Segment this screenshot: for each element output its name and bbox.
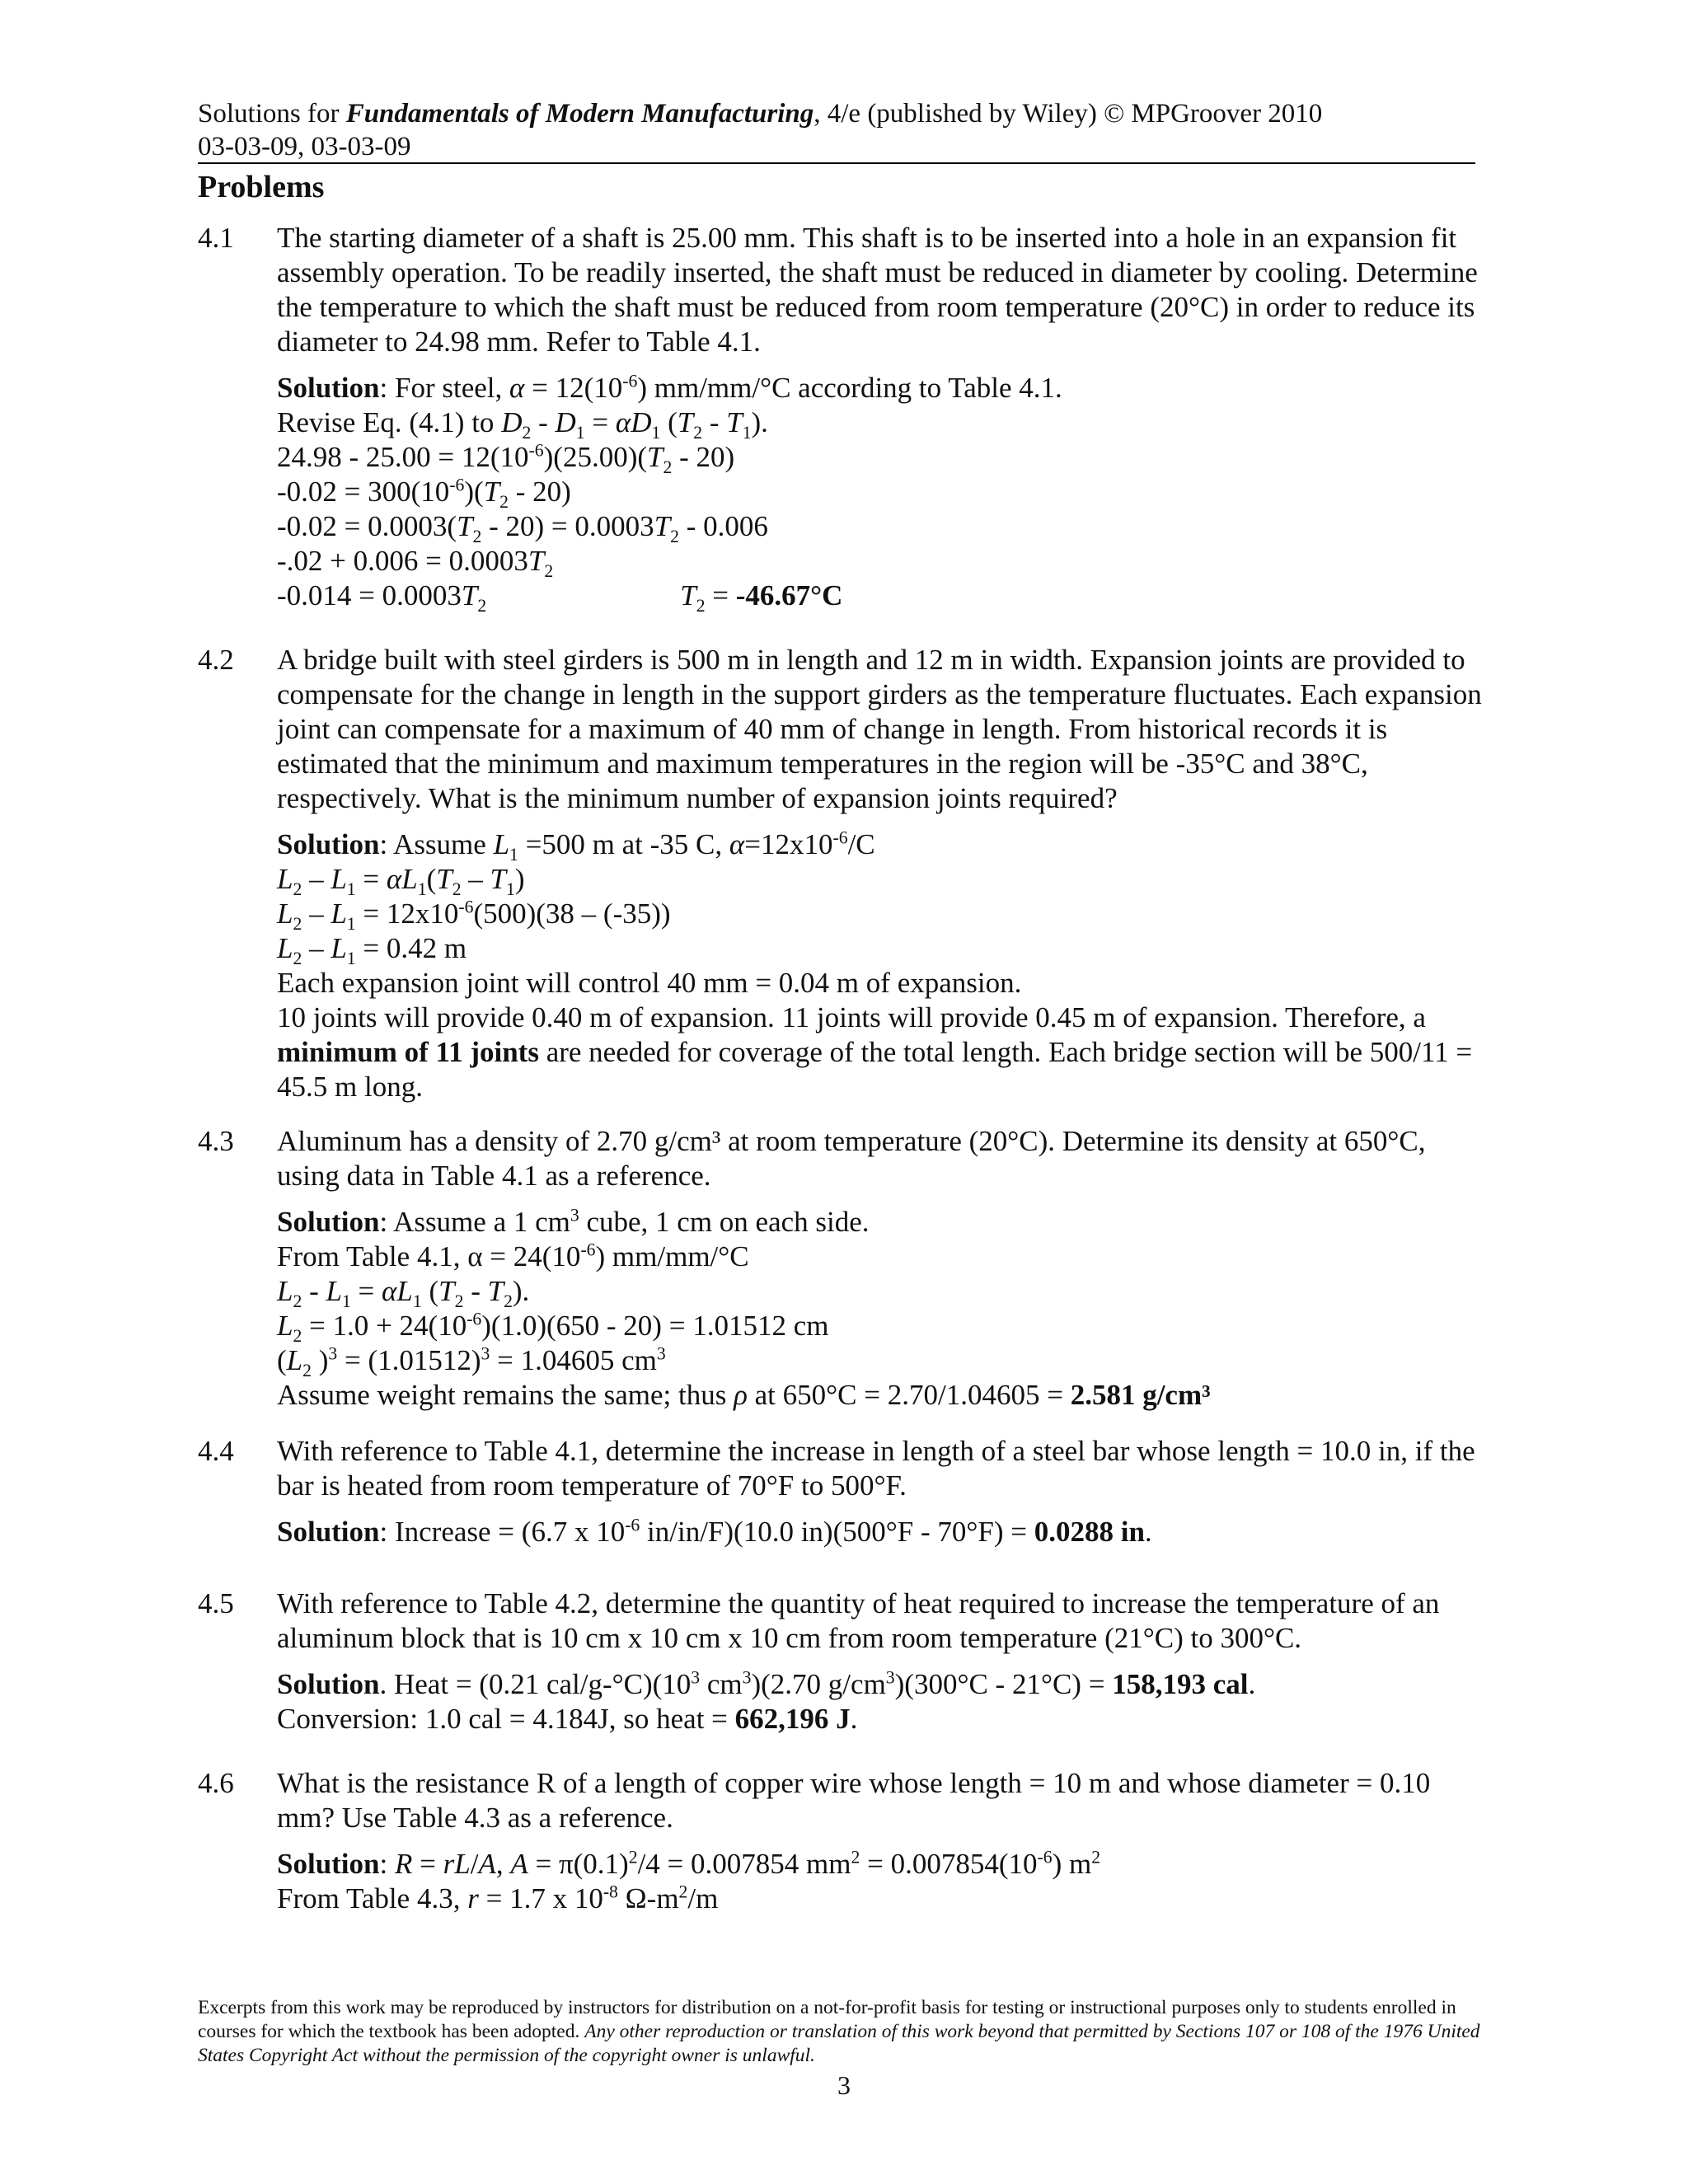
solution-block: Solution: Assume a 1 $cm^3$ cube, 1 cm on each side. From Table 4.1, $\alpha = 24(10^{-6})$ mm/mm/°C $L_2 - L_1 = \alpha L_1$ $(T_2 - T_2)$. $L_2 = 1.0 + 24(10^{-6})(1.0)(650 - 20) = 1.01512$ cm ($L_2$ )$^3 = (1.01512)^3 = 1.04605$ $cm^3$ Assume weight remains the same; thus ρ at 650°C = 2.70/1.04605 = 2.581 g/cm³ — [277, 1205, 1211, 1411]
final-answer: 158,193 cal — [1112, 1668, 1249, 1700]
header-prefix: Solutions for — [198, 99, 346, 129]
header-dates: 03-03-09, 03-03-09 — [198, 132, 411, 162]
footer-copyright-warning: Any other reproduction or translation of this work beyond that permitted by Sections 107 or 108 of the 1976 United States Copyright Act without the permission of the copyright owner is unlawful. — [198, 2021, 1480, 2066]
section-title: Problems — [198, 170, 325, 204]
final-answer: -46.67°C — [735, 579, 843, 612]
problem-4-3 — [198, 1124, 1484, 1413]
problem-statement: The starting diameter of a shaft is 25.00 mm. This shaft is to be inserted into a hole in an expansion fit assembly operation. To be readily inserted, the shaft must be reduced in diameter by cooling. Determine the temperature to which the shaft must be reduced from room temperature (20°C) in order to reduce its diameter to 24.98 mm. Refer to Table 4.1. — [277, 222, 1478, 358]
problem-number: 4.4 — [198, 1435, 234, 1467]
problem-4-6 — [198, 1766, 1484, 1916]
problem-number: 4.5 — [198, 1587, 234, 1619]
problem-statement: A bridge built with steel girders is 500 m in length and 12 m in width. Expansion joints are provided to compensate for the change in length in the support girders as the temperature fluctuates. Each expansion joint can compensate for a maximum of 40 mm of change in length. From historical records it is estimated that the minimum and maximum temperatures in the region will be -35°C and 38°C, respectively. What is the minimum number of expansion joints required? — [277, 644, 1482, 814]
solution-block: Solution: R = rL/A, $A = \pi(0.1)^2/4 = 0.007854$ $mm^2 = 0.007854(10^{-6})$ $m^2$ From Table 4.3, r = 1.7 x $10^{-8}$ $\Omega-m^2/m$ — [277, 1847, 1101, 1915]
header-suffix: , 4/e (published by Wiley) © MPGroover 2010 — [814, 99, 1323, 129]
final-answer-joules: 662,196 J — [734, 1703, 851, 1735]
problem-number: 4.6 — [198, 1767, 234, 1799]
problem-4-5 — [198, 1586, 1484, 1736]
problem-statement: With reference to Table 4.2, determine the quantity of heat required to increase the temperature of an aluminum block that is 10 cm x 10 cm x 10 cm from room temperature (21°C) to 300°C. — [277, 1587, 1440, 1654]
solution-block: Solution: For steel, $\alpha = 12(10^{-6})$ mm/mm/°C according to Table 4.1. Revise Eq. (4.1) to $D_2 - D_1 = \alpha D_1$ $(T_2 - T_1)$. $24.98 - 25.00 = 12(10^{-6})(25.00)(T_2 - 20)$ $-0.02 = 300(10^{-6})(T_2 - 20)$ $-0.02 = 0.0003(T_2 - 20) = 0.0003T_2 - 0.006$ $-.02 + 0.006 = 0.0003T_2$ $-0.014 = 0.0003T_2$ $T_2 = -46.67^\circ C$ — [277, 371, 1062, 616]
final-answer: 0.0288 in — [1034, 1516, 1145, 1548]
final-answer: minimum of 11 joints — [277, 1036, 539, 1068]
solution-block: Solution: Assume $L_1 =500$ m at -35 C, $\alpha=12x10^{-6}/C$ $L_2 - L_1 = \alpha L_1(T_2 - T_1)$ $L_2 - L_1 = 12x10^{-6}(500)(38 - (-35))$ $L_2 - L_1 = 0.42$ m Each expansion joint will control 40 mm = 0.04 m of expansion. 10 joints will provide 0.40 m of expansion. 11 joints will provide 0.45 m of expansion. Therefore, a minimum of 11 joints are needed for coverage of the total length. Each bridge section will be 500/11 = 45.5 m long. — [277, 827, 1473, 1103]
problem-statement: With reference to Table 4.1, determine the increase in length of a steel bar whose length = 10.0 in, if the bar is heated from room temperature of 70°F to 500°F. — [277, 1435, 1475, 1502]
header-rule — [198, 162, 1475, 164]
problem-number: 4.2 — [198, 644, 234, 676]
footer-notice: Excerpts from this work may be reproduced by instructors for distribution on a not-for-profit basis for testing or instructional purposes only to students enrolled in courses for which the textbook has been adopted. — [198, 1997, 1456, 2042]
problem-number: 4.3 — [198, 1125, 234, 1157]
solution-block: Solution. Heat = (0.21 cal/$g-^\circ C)(10^3$ $cm^3)(2.70$ $g/cm^3)(300^\circ C - 21^\circ C) = 158,193$ cal. Conversion: 1.0 cal = 4.184J, so heat = 662,196 J. — [277, 1667, 1256, 1735]
header-citation — [198, 97, 1475, 130]
problem-4-2 — [198, 643, 1484, 1104]
problem-statement: Aluminum has a density of 2.70 g/cm³ at room temperature (20°C). Determine its density at 650°C, using data in Table 4.1 as a reference. — [277, 1125, 1426, 1192]
book-title: Fundamentals of Modern Manufacturing — [345, 99, 814, 129]
page-number: 3 — [837, 2070, 851, 2100]
final-answer: 2.581 g/cm³ — [1070, 1379, 1211, 1411]
solution-block: Solution: Increase = (6.7 x $10^{-6}$ in/in/F)(10.0 in)(500°F - 70°F) = 0.0288 in. — [277, 1515, 1152, 1548]
copyright-footer — [198, 1996, 1484, 2068]
problem-number: 4.1 — [198, 222, 234, 254]
page-header — [198, 97, 1475, 163]
problem-4-1 — [198, 221, 1484, 616]
problem-statement: What is the resistance R of a length of copper wire whose length = 10 m and whose diameter = 0.10 mm? Use Table 4.3 as a reference. — [277, 1767, 1431, 1834]
problem-4-4 — [198, 1434, 1484, 1549]
